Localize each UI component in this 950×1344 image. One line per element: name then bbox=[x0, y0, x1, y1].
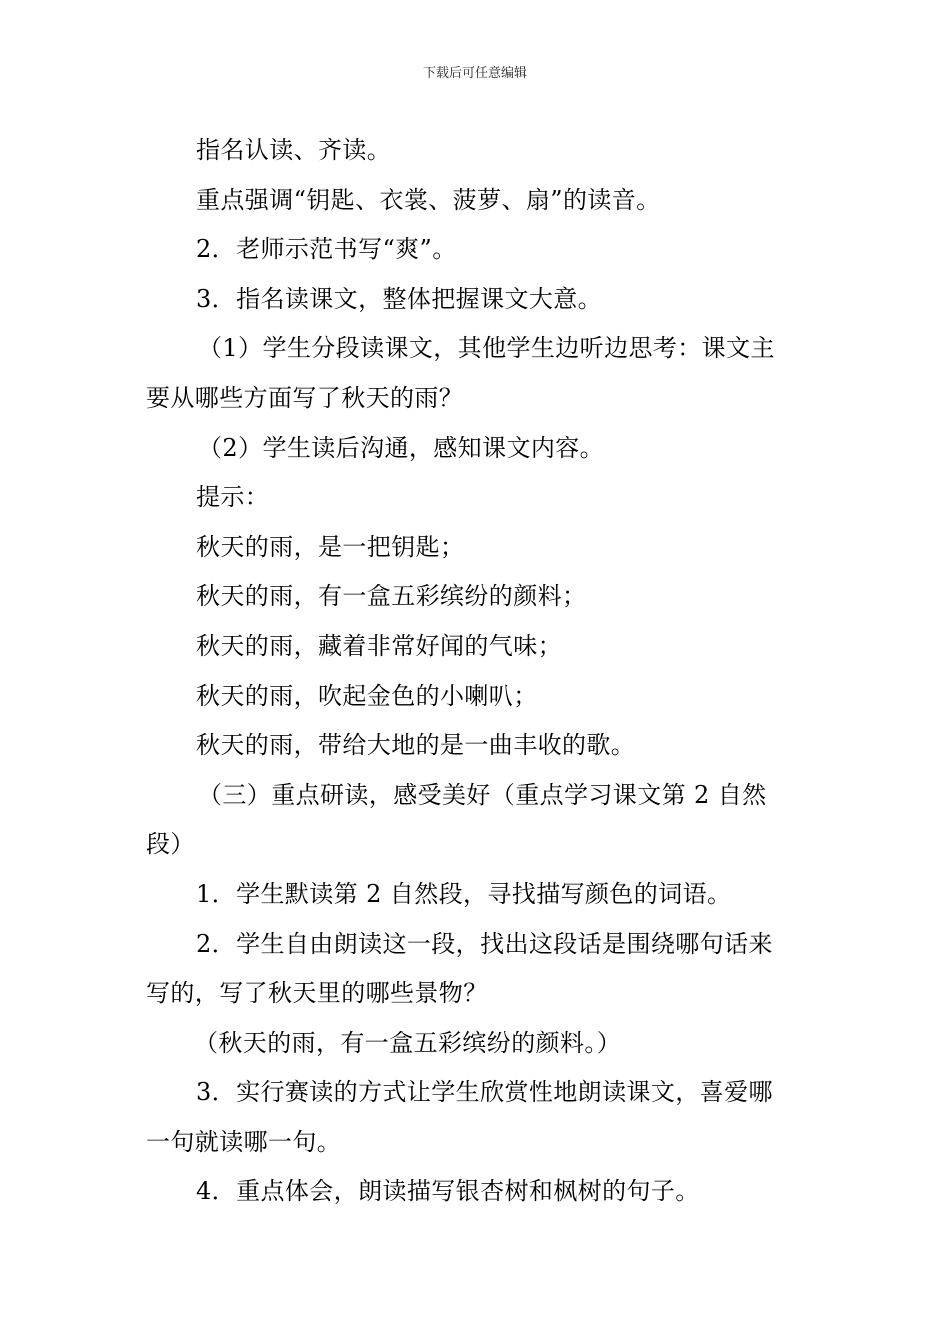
paragraph-line: 提示： bbox=[196, 483, 270, 512]
paragraph-line: 重点强调“钥匙、衣裳、菠萝、扇”的读音。 bbox=[196, 185, 661, 214]
paragraph-line: 要从哪些方面写了秋天的雨？ bbox=[146, 383, 464, 412]
paragraph-line: （1）学生分段读课文，其他学生边听边思考：课文主 bbox=[198, 334, 775, 363]
paragraph-line: 写的，写了秋天里的哪些景物？ bbox=[146, 979, 488, 1008]
paragraph-line: （三）重点研读，感受美好（重点学习课文第 2 自然 bbox=[198, 780, 767, 809]
paragraph-line: （秋天的雨，有一盒五彩缤纷的颜料。） bbox=[194, 1028, 622, 1057]
document-body bbox=[146, 126, 810, 1217]
paragraph-line: 段） bbox=[146, 830, 195, 859]
paragraph-line: 3．实行赛读的方式让学生欣赏性地朗读课文，喜爱哪 bbox=[196, 1078, 773, 1107]
paragraph-line: 2．学生自由朗读这一段，找出这段话是围绕哪句话来 bbox=[196, 929, 773, 958]
paragraph-line: （2）学生读后沟通，感知课文内容。 bbox=[198, 433, 605, 462]
paragraph-line: 一句就读哪一句。 bbox=[146, 1127, 342, 1156]
paragraph-line: 4．重点体会，朗读描写银杏树和枫树的句子。 bbox=[196, 1177, 700, 1206]
paragraph-line: 3．指名读课文，整体把握课文大意。 bbox=[196, 284, 603, 313]
paragraph-line: 指名认读、齐读。 bbox=[196, 136, 392, 164]
paragraph-line: 秋天的雨，带给大地的是一曲丰收的歌。 bbox=[196, 731, 636, 760]
paragraph-line: 秋天的雨，有一盒五彩缤纷的颜料； bbox=[196, 582, 587, 611]
paragraph-line: 秋天的雨，是一把钥匙； bbox=[196, 532, 465, 561]
page-header: 下载后可任意编辑 bbox=[422, 66, 527, 81]
paragraph-line: 1．学生默读第 2 自然段，寻找描写颜色的词语。 bbox=[196, 879, 732, 908]
paragraph-line: 2．老师示范书写“爽”。 bbox=[196, 235, 457, 264]
paragraph-line: 秋天的雨，藏着非常好闻的气味； bbox=[196, 631, 562, 660]
paragraph-line: 秋天的雨，吹起金色的小喇叭； bbox=[196, 681, 538, 710]
